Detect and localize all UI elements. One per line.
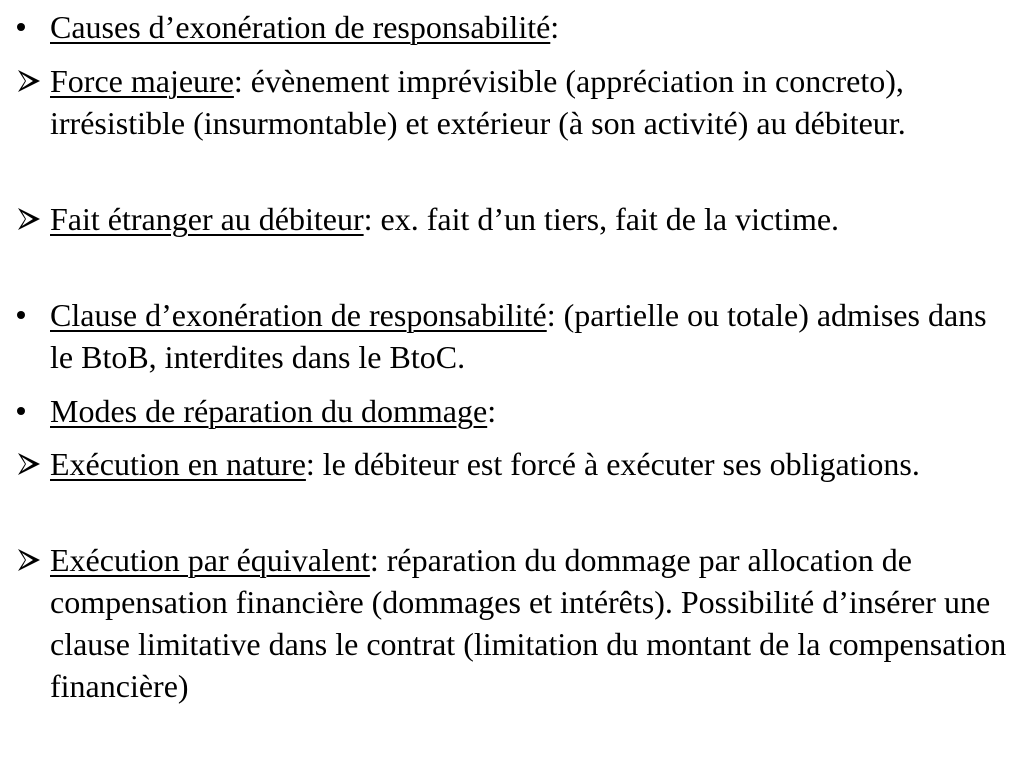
list-item-rest: : (partielle ou totale) admises dans le BtoB, interdites dans le BtoC. [50,297,987,375]
arrow-bullet-icon [14,443,44,485]
list-item-rest: : le débiteur est forcé à exécuter ses obligations. [305,446,920,482]
list-item-clause-exoneration [0,294,1010,378]
list-item-force-majeure [0,60,1010,144]
list-item-rest: : réparation du dommage par allocation de compensation financière (dommages et intérêts). Possibilité d’insérer une clause limitative dans le contrat (limitation du montant de la compensation financière) [50,542,1007,704]
list-item-text [50,6,1010,48]
list-item-rest: : évènement imprévisible (appréciation in concreto), irrésistible (insurmontable) et extérieur (à son activité) au débiteur. [50,63,906,141]
list-item-term: Fait étranger au débiteur [50,201,364,237]
list-item-execution-nature [0,443,1010,485]
list-item-term: Clause d’exonération de responsabilité [50,297,547,333]
arrow-bullet-icon [14,198,44,240]
bullet-icon [8,6,34,48]
list-item-text [50,198,1010,240]
list-item-fait-etranger [0,198,1010,240]
list-item-rest: : [487,393,497,429]
list-item-text [50,539,1010,707]
bullet-icon [8,390,34,432]
list-item-modes-reparation [0,390,1010,432]
list-item-term: Exécution en nature [50,446,306,482]
list-item-term: Force majeure [50,63,234,99]
arrow-bullet-icon [14,539,44,581]
list-item-execution-equivalent [0,539,1010,707]
list-item-text [50,443,1010,485]
list-item-rest: : [550,9,560,45]
list-item-text [50,60,1010,144]
list-item-text [50,294,1010,378]
arrow-bullet-icon [14,60,44,102]
list-item-term: Causes d’exonération de responsabilité [50,9,551,45]
list-item-term: Exécution par équivalent [50,542,370,578]
list-item-term: Modes de réparation du dommage [50,393,488,429]
list-item-text [50,390,1010,432]
list-item-exoneration-causes [0,6,1010,48]
list-item-rest: : ex. fait d’un tiers, fait de la victime. [363,201,840,237]
bullet-icon [8,294,34,336]
